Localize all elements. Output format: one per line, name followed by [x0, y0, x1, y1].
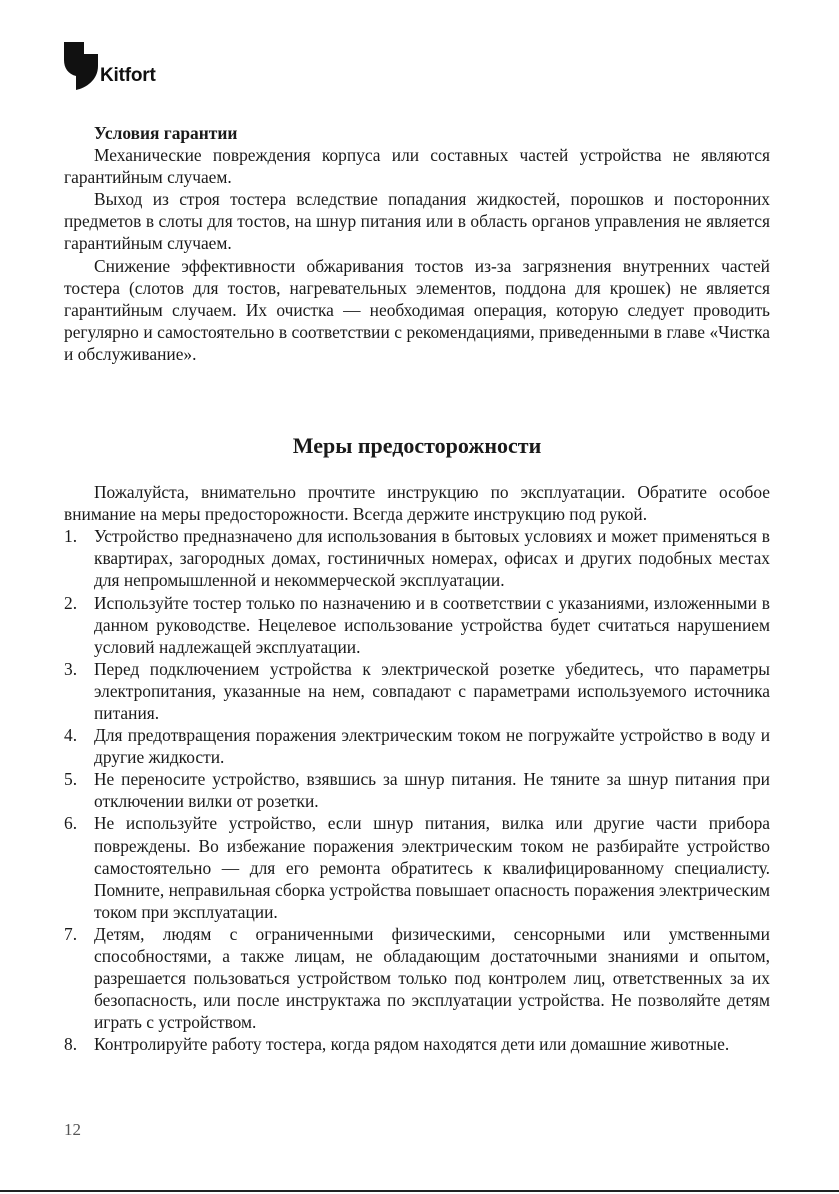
warranty-paragraph: Механические повреждения корпуса или составных частей устройства не являются гарантийным случаем.	[64, 145, 770, 188]
item-text: Устройство предназначено для использования в бытовых условиях и может применяться в квартирах, загородных домах, гостиничных номерах, офисах и других подобных местах для непромышленной и некоммерческой эксплуатации.	[94, 526, 770, 591]
precautions-intro: Пожалуйста, внимательно прочтите инструкцию по эксплуатации. Обратите особое внимание на меры предосторожности. Всегда держите инструкцию под рукой.	[64, 482, 770, 525]
item-number: 2.	[64, 592, 78, 613]
item-text: Перед подключением устройства к электрической розетке убедитесь, что параметры электропитания, указанные на нем, совпадают с параметрами используемого источника питания.	[94, 658, 770, 723]
item-text: Детям, людям с ограниченными физическими, сенсорными или умственными способностями, а также лицам, не обладающим достаточными знаниями и опытом, разрешается пользоваться устройством только под контролем лиц, ответственных за их безопасность, или после инструктажа по эксплуатации устройства. Не позволяйте детям играть с устройством.	[94, 923, 770, 1033]
list-item	[64, 923, 770, 1033]
brand-name: Kitfort	[100, 65, 156, 86]
list-item	[64, 525, 770, 591]
item-text: Используйте тостер только по назначению и в соответствии с указаниями, изложенными в данном руководстве. Нецелевое использование устройства будет считаться нарушением условий надлежащей эксплуатации.	[94, 592, 770, 657]
item-text: Для предотвращения поражения электрическим током не погружайте устройство в воду и другие жидкости.	[94, 725, 770, 768]
item-text: Не переносите устройство, взявшись за шнур питания. Не тяните за шнур питания при отключении вилки от розетки.	[94, 769, 770, 812]
precautions-list	[64, 525, 770, 1055]
item-number: 1.	[64, 526, 78, 547]
item-number: 8.	[64, 1034, 78, 1055]
brand-logo	[64, 40, 156, 90]
item-number: 7.	[64, 923, 78, 944]
list-item	[64, 812, 770, 922]
page-number: 12	[64, 1120, 81, 1139]
list-item	[64, 724, 770, 768]
page-content	[64, 122, 770, 1055]
precautions-heading: Меры предосторожности	[292, 433, 542, 459]
warranty-paragraph: Снижение эффективности обжаривания тостов из-за загрязнения внутренних частей тостера (слотов для тостов, нагревательных элементов, поддона для крошек) не является гарантийным случаем. Их очистка — необходимая операция, которую следует проводить регулярно и самостоятельно в соответствии с рекомендациями, приведенными в главе «Чистка и обслуживание».	[64, 255, 770, 364]
list-item	[64, 658, 770, 724]
kitfort-logo-icon	[64, 42, 98, 90]
item-number: 5.	[64, 769, 78, 790]
item-number: 4.	[64, 725, 78, 746]
list-item	[64, 1033, 770, 1055]
item-number: 6.	[64, 813, 78, 834]
page-bottom-rule	[0, 1190, 839, 1192]
list-item	[64, 768, 770, 812]
item-number: 3.	[64, 658, 78, 679]
item-text: Не используйте устройство, если шнур питания, вилка или другие части прибора повреждены. Во избежание поражения электрическим током не разбирайте устройство самостоятельно — для его ремонта обратитесь к квалифицированному специалисту. Помните, неправильная сборка устройства повышает опасность поражения электрическим током при эксплуатации.	[94, 813, 770, 922]
item-text: Контролируйте работу тостера, когда рядом находятся дети или домашние животные.	[94, 1034, 730, 1055]
warranty-paragraph: Выход из строя тостера вследствие попадания жидкостей, порошков и посторонних предметов в слоты для тостов, на шнур питания или в область органов управления не является гарантийным случаем.	[64, 189, 770, 254]
warranty-title: Условия гарантии	[94, 123, 238, 143]
list-item	[64, 592, 770, 658]
